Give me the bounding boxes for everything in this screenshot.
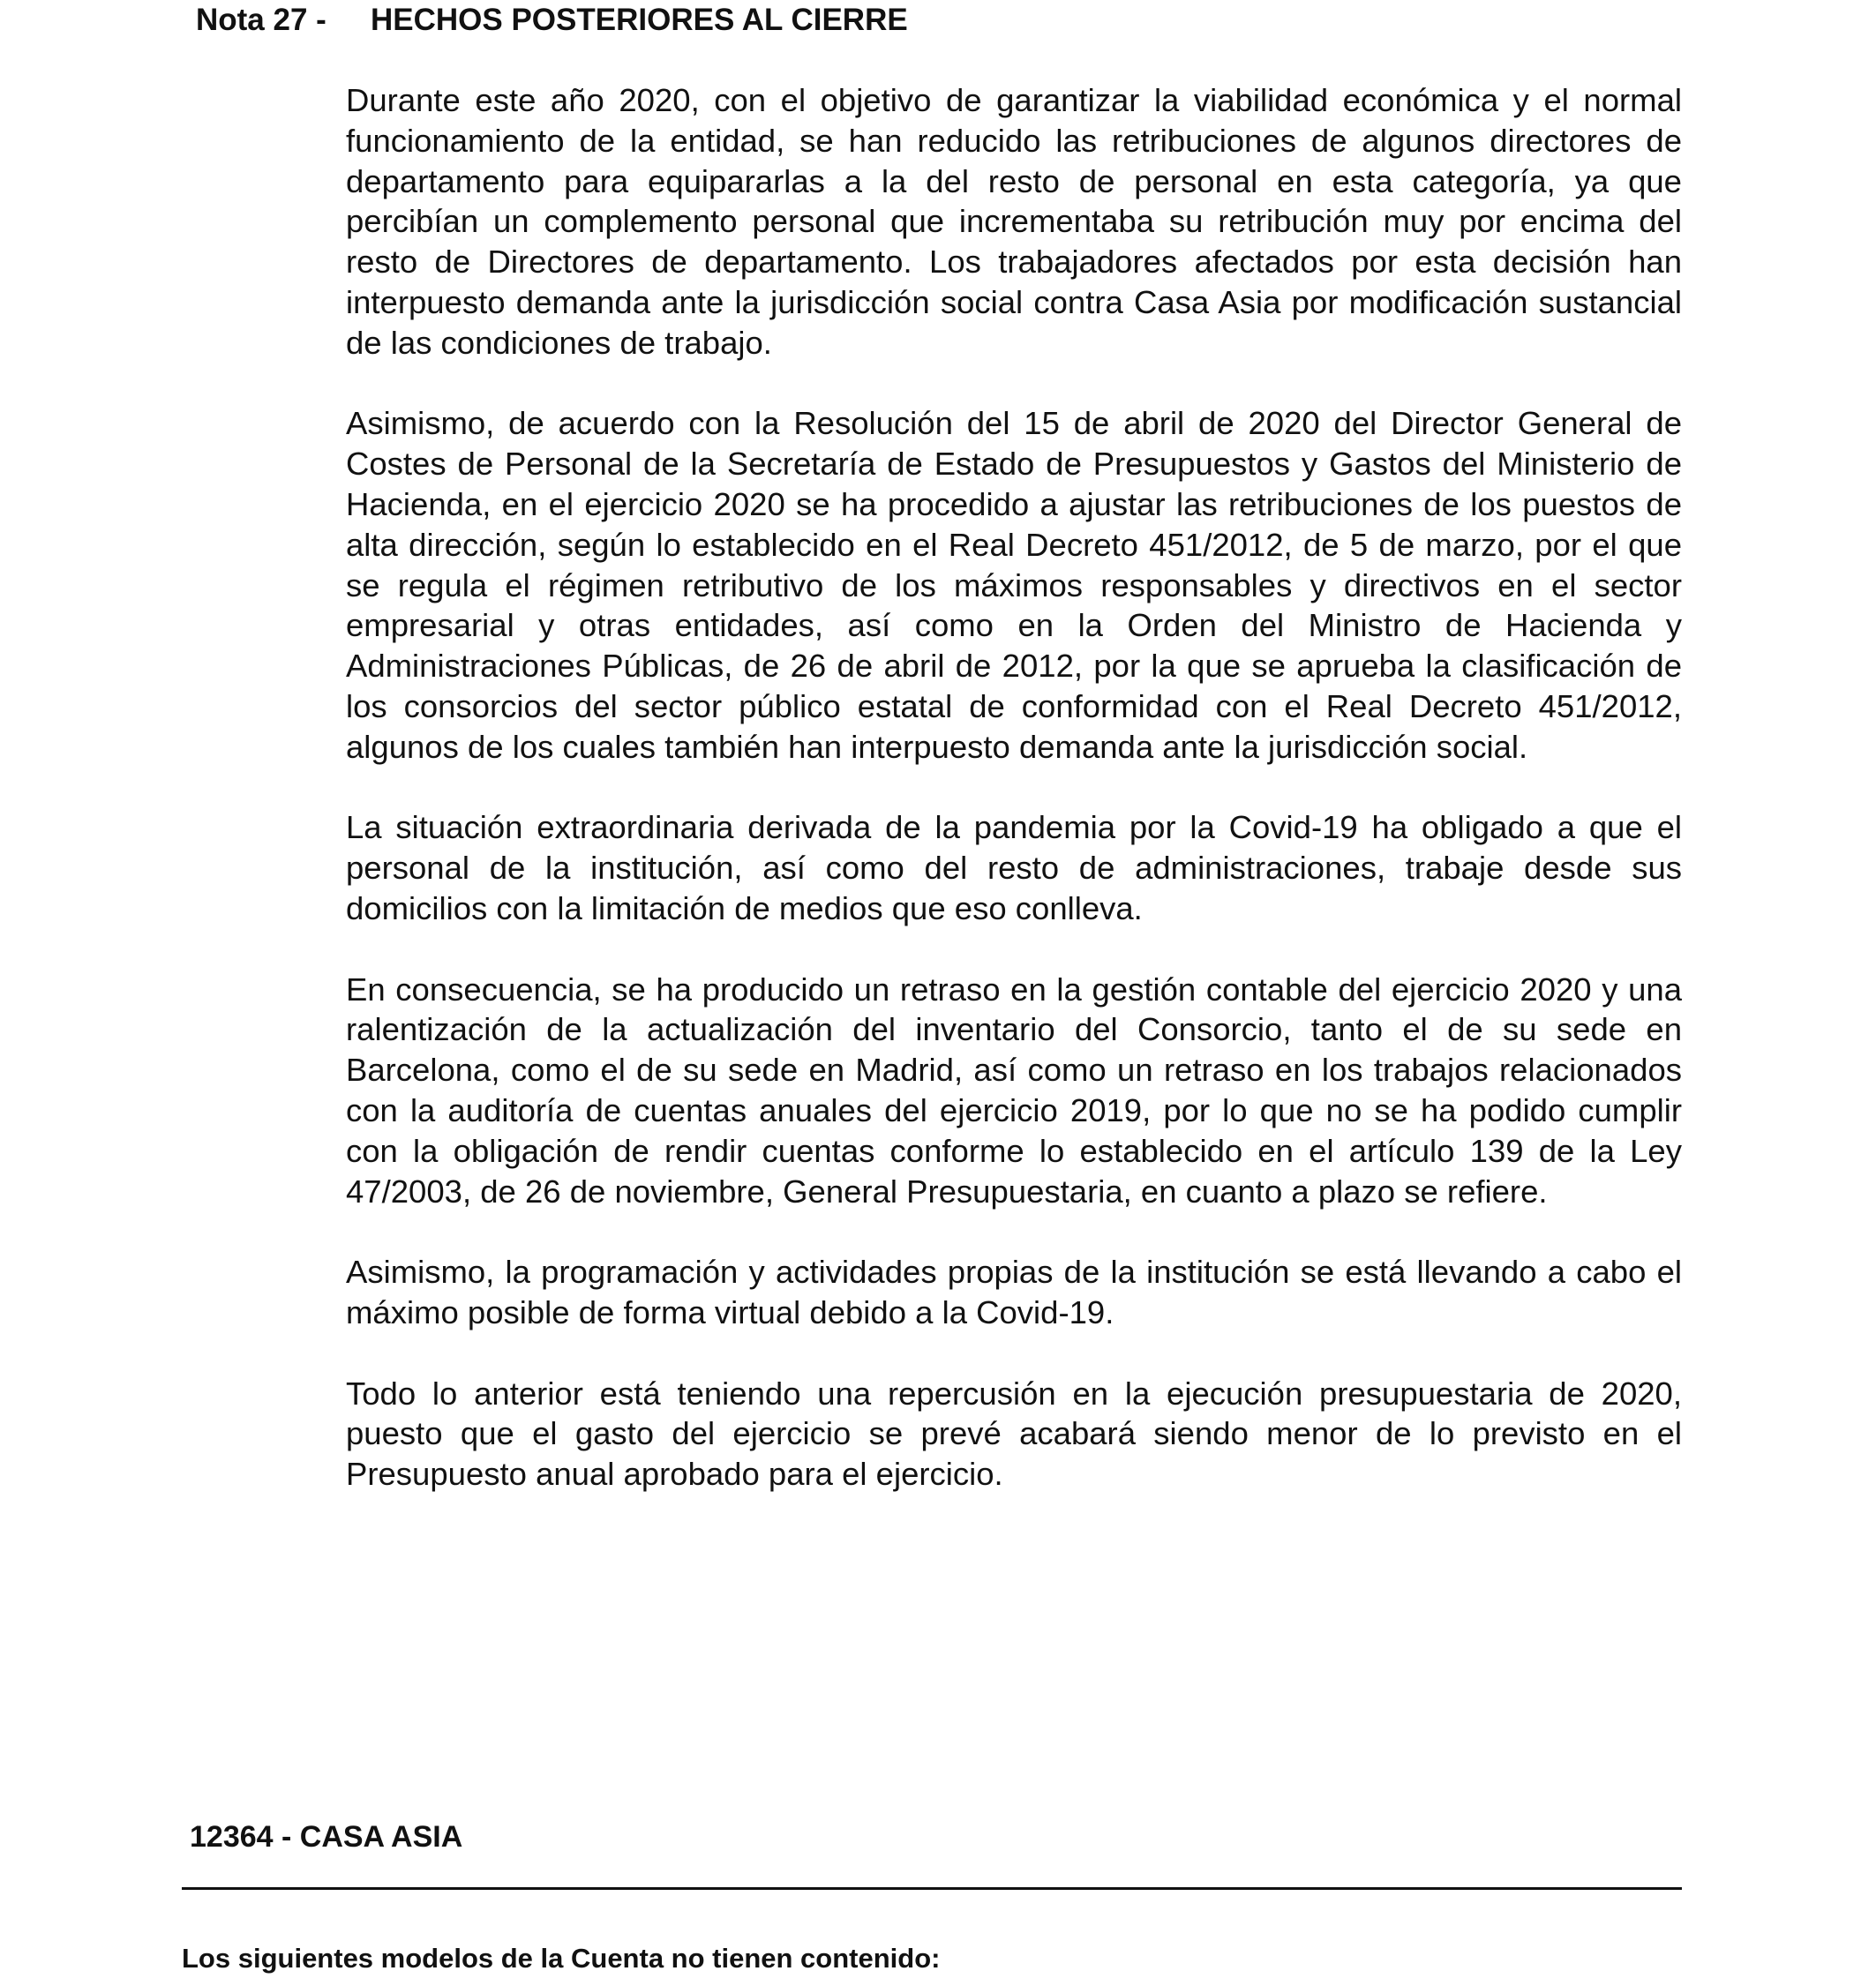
paragraph-remote-work: La situación extraordinaria derivada de la pandemia por la Covid-19 ha obligado a que el personal de la institución, así como del resto de administraciones, trabaje desde sus domicilios con la limitación de medios que eso conlleva. <box>346 809 1682 926</box>
footer-note: Los siguientes modelos de la Cuenta no tienen contenido: <box>182 1943 941 1974</box>
divider <box>182 1887 1682 1890</box>
note-heading <box>196 0 908 41</box>
note-body <box>346 80 1682 1535</box>
note-number: Nota 27 - <box>196 3 326 37</box>
entity-label: 12364 - CASA ASIA <box>190 1820 463 1854</box>
paragraph-accounting-delay: En consecuencia, se ha producido un retraso en la gestión contable del ejercicio 2020 y una ralentización de la actualización del inventario del Consorcio, tanto el de su sede en Barcelona, como el de su sede en Madrid, así como un retraso en los trabajos relacionados con la auditoría de cuentas anuales del ejercicio 2019, por lo que no se ha podido cumplir con la obligación de rendir cuentas conforme lo establecido en el artículo 139 de la Ley 47/2003, de 26 de noviembre, General Presupuestaria, en cuanto a plazo se refiere. <box>346 971 1682 1210</box>
paragraph-senior-management-pay: Asimismo, de acuerdo con la Resolución del 15 de abril de 2020 del Director General de Costes de Personal de la Secretaría de Estado de Presupuestos y Gastos del Ministerio de Hacienda, en el ejercicio 2020 se ha procedido a ajustar las retribuciones de los puestos de alta dirección, según lo establecido en el Real Decreto 451/2012, de 5 de marzo, por el que se regula el régimen retributivo de los máximos responsables y directivos en el sector empresarial y otras entidades, así como en la Orden del Ministro de Hacienda y Administraciones Públicas, de 26 de abril de 2012, por la que se aprueba la clasificación de los consorcios del sector público estatal de conformidad con el Real Decreto 451/2012, algunos de los cuales también han interpuesto demanda ante la jurisdicción social. <box>346 405 1682 765</box>
paragraph-virtual-activities: Asimismo, la programación y actividades propias de la institución se está llevando a cabo el máximo posible de forma virtual debido a la Covid-19. <box>346 1254 1682 1330</box>
paragraph-budget-impact: Todo lo anterior está teniendo una repercusión en la ejecución presupuestaria de 2020, puesto que el gasto del ejercicio se prevé acabará siendo menor de lo previsto en el Presupuesto anual aprobado para el ejercicio. <box>346 1375 1682 1493</box>
note-title: HECHOS POSTERIORES AL CIERRE <box>371 3 908 37</box>
paragraph-salary-reduction: Durante este año 2020, con el objetivo de garantizar la viabilidad económica y el normal funcionamiento de la entidad, se han reducido las retribuciones de algunos directores de departamento para equipararlas a la del resto de personal en esta categoría, ya que percibían un complemento personal que incrementaba su retribución muy por encima del resto de Directores de departamento. Los trabajadores afectados por esta decisión han interpuesto demanda ante la jurisdicción social contra Casa Asia por modificación sustancial de las condiciones de trabajo. <box>346 82 1682 361</box>
